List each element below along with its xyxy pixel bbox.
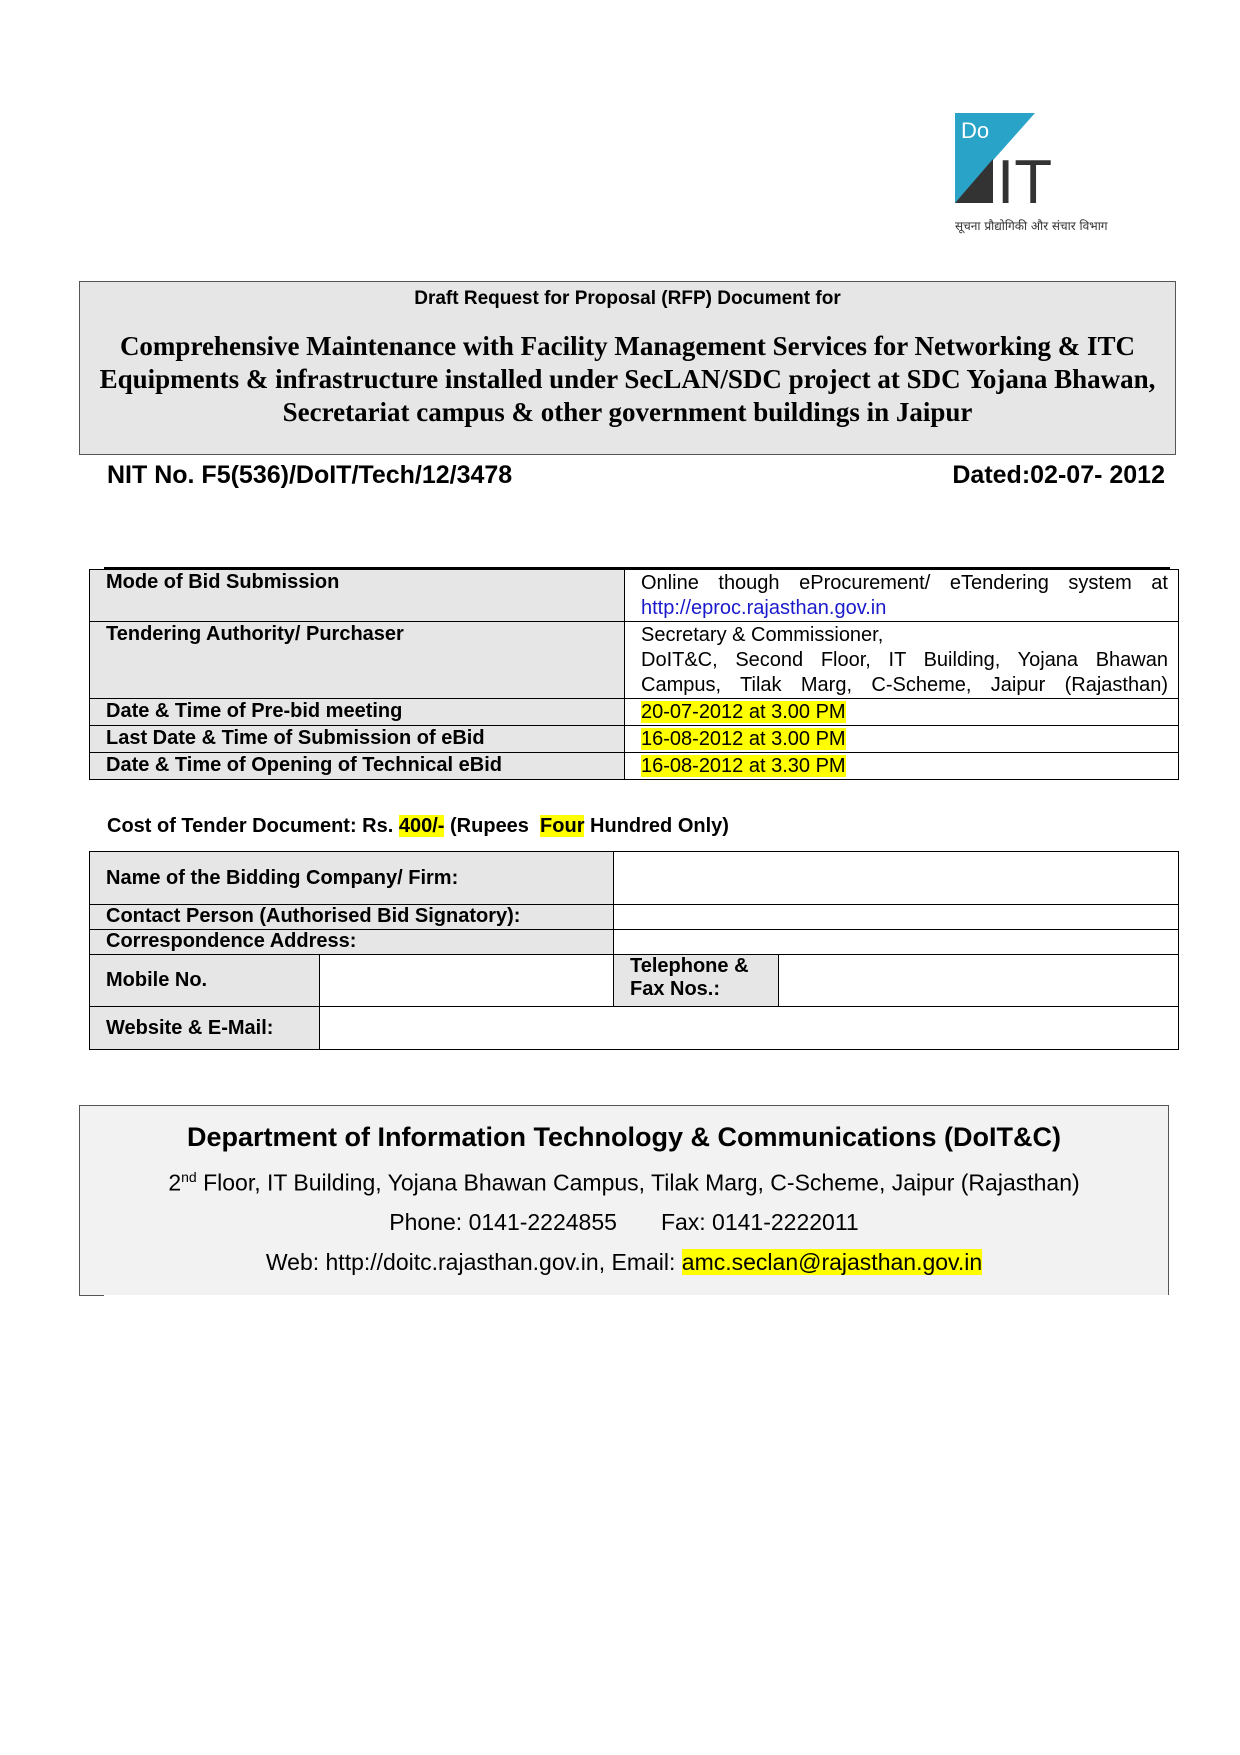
opening-date-label: Date & Time of Opening of Technical eBid [90, 753, 625, 780]
department-phone-fax [80, 1209, 1168, 1236]
doit-logo-mark [955, 113, 1065, 213]
authority-line-1: Secretary & Commissioner, [641, 624, 884, 646]
prebid-meeting-label: Date & Time of Pre-bid meeting [90, 699, 625, 726]
rfp-main-title: Comprehensive Maintenance with Facility Management Services for Networking & ITC Equipments & infrastructure installed under SecLAN/SDC project at SDC Yojana Bhawan, Secretariat campus & other government buildings in Jaipur [99, 331, 1156, 427]
mode-of-bid-label: Mode of Bid Submission [90, 570, 625, 622]
website-email-label: Website & E-Mail: [90, 1007, 320, 1050]
nit-date: Dated:02-07- 2012 [952, 461, 1165, 489]
mode-of-bid-text: Online though eProcurement/ eTendering system at [641, 572, 1168, 594]
prebid-meeting-value: 20-07-2012 at 3.00 PM [641, 701, 846, 723]
svg-text:Do: Do [961, 118, 990, 143]
svg-text:IT: IT [997, 148, 1053, 213]
department-contact-box [79, 1105, 1169, 1295]
company-name-label: Name of the Bidding Company/ Firm: [90, 852, 614, 905]
department-email[interactable]: amc.seclan@rajasthan.gov.in [681, 1249, 983, 1275]
mode-of-bid-value [625, 570, 1179, 622]
nit-number: NIT No. F5(536)/DoIT/Tech/12/3478 [107, 461, 513, 489]
telephone-fax-label: Telephone & Fax Nos.: [614, 955, 779, 1007]
table-row [90, 570, 1179, 622]
doit-logo [955, 113, 1155, 243]
table-row [90, 726, 1179, 753]
department-address: 2nd Floor, IT Building, Yojana Bhawan Campus, Tilak Marg, C-Scheme, Jaipur (Rajasthan) [168, 1169, 1080, 1196]
mobile-field[interactable] [320, 955, 614, 1007]
telephone-fax-field[interactable] [779, 955, 1179, 1007]
department-name: Department of Information Technology & Communications (DoIT&C) [187, 1122, 1061, 1152]
draft-rfp-heading: Draft Request for Proposal (RFP) Document for [414, 288, 841, 309]
department-web-email: Web: http://doitc.rajasthan.gov.in, Email: amc.seclan@rajasthan.gov.in [265, 1249, 983, 1275]
submission-date-value: 16-08-2012 at 3.00 PM [641, 728, 846, 750]
contact-person-label: Contact Person (Authorised Bid Signatory): [90, 905, 614, 930]
contact-person-field[interactable] [614, 905, 1179, 930]
table-row [90, 955, 1179, 1007]
table-row [90, 905, 1179, 930]
table-row [90, 753, 1179, 780]
authority-line-2: DoIT&C, Second Floor, IT Building, Yojana Bhawan [641, 649, 1168, 671]
correspondence-address-field[interactable] [614, 930, 1179, 955]
table-row [90, 622, 1179, 699]
table-row [90, 930, 1179, 955]
table-row [90, 1007, 1179, 1050]
authority-line-3: Campus, Tilak Marg, C-Scheme, Jaipur (Rajasthan) [641, 674, 1168, 696]
logo-hindi-caption: सूचना प्रौद्योगिकी और संचार विभाग [955, 219, 1108, 233]
department-phone: Phone: 0141-2224855 [389, 1209, 617, 1235]
bid-details-table [89, 569, 1179, 780]
tendering-authority-value [625, 622, 1179, 699]
title-box [79, 281, 1176, 455]
table-row [90, 852, 1179, 905]
website-email-field[interactable] [320, 1007, 1179, 1050]
cost-of-tender-document: Cost of Tender Document: Rs. 400/- (Rupees Four Hundred Only) [107, 815, 729, 837]
tendering-authority-label: Tendering Authority/ Purchaser [90, 622, 625, 699]
bidder-details-table [89, 851, 1179, 1050]
correspondence-address-label: Correspondence Address: [90, 930, 614, 955]
cost-words: Four [540, 815, 585, 837]
table-row [90, 699, 1179, 726]
eproc-link[interactable]: http://eproc.rajasthan.gov.in [641, 597, 887, 619]
company-name-field[interactable] [614, 852, 1179, 905]
cost-amount: 400/- [398, 815, 445, 837]
department-fax: Fax: 0141-2222011 [660, 1209, 859, 1235]
mobile-label: Mobile No. [90, 955, 320, 1007]
opening-date-value: 16-08-2012 at 3.30 PM [641, 755, 846, 777]
submission-date-label: Last Date & Time of Submission of eBid [90, 726, 625, 753]
